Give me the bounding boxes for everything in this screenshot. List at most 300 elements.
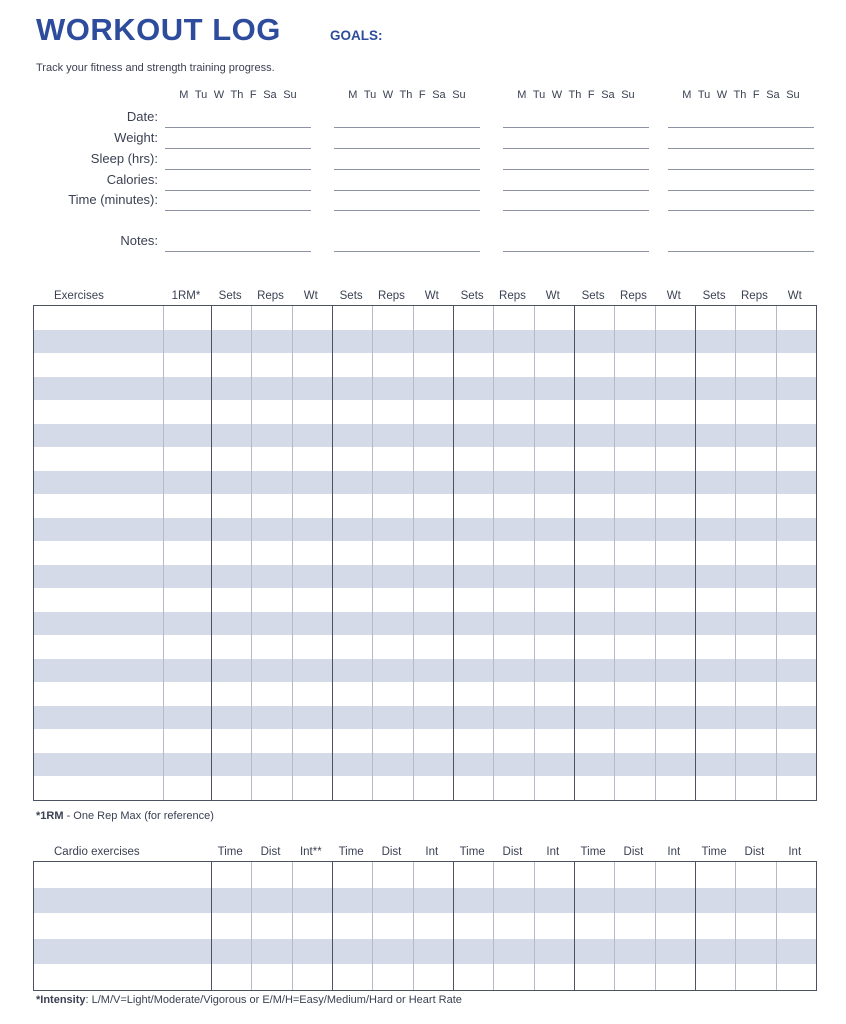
strength-cell[interactable] (735, 353, 775, 377)
strength-cell[interactable] (453, 682, 493, 706)
strength-cell[interactable] (776, 753, 816, 777)
strength-cell[interactable] (251, 541, 291, 565)
cardio-cell[interactable] (332, 888, 372, 914)
strength-cell[interactable] (735, 706, 775, 730)
strength-cell[interactable] (163, 729, 211, 753)
strength-cell[interactable] (493, 400, 533, 424)
week-2-notes-line[interactable] (334, 251, 480, 252)
week-1-field-line-3[interactable] (165, 169, 311, 170)
cardio-cell[interactable] (453, 964, 493, 990)
strength-cell[interactable] (655, 518, 695, 542)
strength-cell[interactable] (574, 753, 614, 777)
strength-cell[interactable] (251, 494, 291, 518)
cardio-cell[interactable] (574, 862, 614, 888)
cardio-cell[interactable] (372, 913, 412, 939)
strength-cell[interactable] (34, 330, 163, 354)
strength-cell[interactable] (574, 494, 614, 518)
strength-cell[interactable] (776, 635, 816, 659)
strength-cell[interactable] (211, 753, 251, 777)
strength-cell[interactable] (493, 424, 533, 448)
strength-cell[interactable] (372, 612, 412, 636)
strength-cell[interactable] (735, 471, 775, 495)
strength-cell[interactable] (292, 753, 332, 777)
strength-cell[interactable] (413, 377, 453, 401)
cardio-cell[interactable] (534, 964, 574, 990)
cardio-cell[interactable] (614, 913, 654, 939)
strength-cell[interactable] (574, 682, 614, 706)
strength-cell[interactable] (163, 776, 211, 800)
strength-cell[interactable] (251, 753, 291, 777)
strength-cell[interactable] (251, 706, 291, 730)
strength-cell[interactable] (292, 471, 332, 495)
strength-cell[interactable] (332, 541, 372, 565)
strength-cell[interactable] (493, 447, 533, 471)
cardio-cell[interactable] (655, 862, 695, 888)
strength-cell[interactable] (211, 471, 251, 495)
strength-cell[interactable] (372, 565, 412, 589)
strength-cell[interactable] (776, 494, 816, 518)
strength-cell[interactable] (34, 635, 163, 659)
cardio-cell[interactable] (292, 964, 332, 990)
cardio-cell[interactable] (614, 862, 654, 888)
strength-cell[interactable] (776, 447, 816, 471)
strength-cell[interactable] (163, 471, 211, 495)
strength-cell[interactable] (163, 706, 211, 730)
week-2-field-line-1[interactable] (334, 127, 480, 128)
strength-cell[interactable] (695, 612, 735, 636)
strength-cell[interactable] (614, 353, 654, 377)
cardio-cell[interactable] (534, 939, 574, 965)
strength-cell[interactable] (614, 400, 654, 424)
strength-cell[interactable] (453, 518, 493, 542)
strength-cell[interactable] (655, 612, 695, 636)
strength-cell[interactable] (292, 612, 332, 636)
strength-cell[interactable] (614, 565, 654, 589)
cardio-cell[interactable] (211, 862, 251, 888)
strength-cell[interactable] (292, 659, 332, 683)
week-3-notes-line[interactable] (503, 251, 649, 252)
strength-cell[interactable] (574, 565, 614, 589)
strength-cell[interactable] (453, 400, 493, 424)
cardio-cell[interactable] (614, 888, 654, 914)
cardio-cell[interactable] (292, 913, 332, 939)
strength-cell[interactable] (372, 447, 412, 471)
strength-cell[interactable] (735, 588, 775, 612)
cardio-cell[interactable] (292, 862, 332, 888)
strength-cell[interactable] (372, 518, 412, 542)
cardio-cell[interactable] (655, 888, 695, 914)
strength-cell[interactable] (453, 706, 493, 730)
strength-cell[interactable] (413, 753, 453, 777)
cardio-cell[interactable] (776, 913, 816, 939)
strength-cell[interactable] (695, 518, 735, 542)
strength-cell[interactable] (493, 706, 533, 730)
strength-cell[interactable] (372, 424, 412, 448)
strength-cell[interactable] (163, 518, 211, 542)
strength-cell[interactable] (735, 729, 775, 753)
strength-cell[interactable] (776, 565, 816, 589)
cardio-cell[interactable] (251, 939, 291, 965)
strength-cell[interactable] (292, 588, 332, 612)
strength-cell[interactable] (413, 612, 453, 636)
strength-cell[interactable] (534, 753, 574, 777)
strength-cell[interactable] (453, 306, 493, 330)
strength-cell[interactable] (614, 306, 654, 330)
strength-cell[interactable] (453, 729, 493, 753)
strength-cell[interactable] (655, 776, 695, 800)
week-3-field-line-5[interactable] (503, 210, 649, 211)
strength-cell[interactable] (655, 447, 695, 471)
strength-cell[interactable] (332, 330, 372, 354)
strength-cell[interactable] (493, 729, 533, 753)
strength-cell[interactable] (332, 424, 372, 448)
cardio-cell[interactable] (34, 939, 211, 965)
strength-cell[interactable] (251, 471, 291, 495)
week-4-field-line-4[interactable] (668, 190, 814, 191)
week-4-field-line-5[interactable] (668, 210, 814, 211)
cardio-cell[interactable] (332, 939, 372, 965)
strength-cell[interactable] (372, 588, 412, 612)
strength-cell[interactable] (776, 729, 816, 753)
cardio-cell[interactable] (493, 862, 533, 888)
strength-cell[interactable] (695, 682, 735, 706)
strength-cell[interactable] (292, 729, 332, 753)
strength-cell[interactable] (534, 659, 574, 683)
strength-cell[interactable] (735, 518, 775, 542)
strength-cell[interactable] (493, 635, 533, 659)
strength-cell[interactable] (776, 471, 816, 495)
cardio-cell[interactable] (332, 913, 372, 939)
strength-cell[interactable] (534, 377, 574, 401)
cardio-cell[interactable] (34, 888, 211, 914)
strength-cell[interactable] (735, 377, 775, 401)
strength-cell[interactable] (251, 518, 291, 542)
strength-cell[interactable] (372, 353, 412, 377)
strength-cell[interactable] (776, 541, 816, 565)
strength-cell[interactable] (34, 706, 163, 730)
strength-cell[interactable] (211, 682, 251, 706)
strength-cell[interactable] (735, 565, 775, 589)
strength-cell[interactable] (574, 706, 614, 730)
strength-cell[interactable] (534, 306, 574, 330)
strength-cell[interactable] (614, 729, 654, 753)
strength-cell[interactable] (34, 753, 163, 777)
strength-cell[interactable] (34, 588, 163, 612)
strength-cell[interactable] (453, 447, 493, 471)
strength-cell[interactable] (534, 494, 574, 518)
strength-cell[interactable] (695, 565, 735, 589)
cardio-cell[interactable] (493, 964, 533, 990)
strength-cell[interactable] (695, 306, 735, 330)
strength-cell[interactable] (413, 635, 453, 659)
strength-cell[interactable] (614, 330, 654, 354)
strength-cell[interactable] (211, 400, 251, 424)
week-3-field-line-3[interactable] (503, 169, 649, 170)
strength-cell[interactable] (413, 471, 453, 495)
strength-cell[interactable] (776, 518, 816, 542)
strength-cell[interactable] (163, 377, 211, 401)
week-1-field-line-1[interactable] (165, 127, 311, 128)
strength-cell[interactable] (655, 494, 695, 518)
cardio-cell[interactable] (695, 888, 735, 914)
strength-cell[interactable] (574, 612, 614, 636)
strength-cell[interactable] (614, 424, 654, 448)
week-3-field-line-1[interactable] (503, 127, 649, 128)
strength-cell[interactable] (251, 682, 291, 706)
cardio-cell[interactable] (735, 913, 775, 939)
strength-cell[interactable] (292, 682, 332, 706)
cardio-cell[interactable] (413, 888, 453, 914)
strength-cell[interactable] (211, 447, 251, 471)
strength-cell[interactable] (413, 682, 453, 706)
cardio-cell[interactable] (34, 964, 211, 990)
strength-cell[interactable] (372, 541, 412, 565)
strength-cell[interactable] (534, 612, 574, 636)
strength-cell[interactable] (614, 447, 654, 471)
strength-cell[interactable] (574, 588, 614, 612)
strength-cell[interactable] (574, 424, 614, 448)
week-2-field-line-2[interactable] (334, 148, 480, 149)
cardio-cell[interactable] (574, 913, 614, 939)
strength-cell[interactable] (493, 353, 533, 377)
strength-cell[interactable] (534, 447, 574, 471)
strength-cell[interactable] (332, 659, 372, 683)
strength-cell[interactable] (163, 400, 211, 424)
strength-cell[interactable] (695, 776, 735, 800)
strength-cell[interactable] (163, 682, 211, 706)
strength-cell[interactable] (735, 424, 775, 448)
strength-cell[interactable] (413, 729, 453, 753)
strength-cell[interactable] (493, 518, 533, 542)
cardio-cell[interactable] (655, 964, 695, 990)
strength-cell[interactable] (163, 447, 211, 471)
strength-cell[interactable] (655, 682, 695, 706)
strength-cell[interactable] (34, 659, 163, 683)
strength-cell[interactable] (332, 471, 372, 495)
strength-cell[interactable] (695, 471, 735, 495)
strength-cell[interactable] (413, 706, 453, 730)
strength-cell[interactable] (372, 706, 412, 730)
strength-cell[interactable] (332, 400, 372, 424)
strength-cell[interactable] (332, 776, 372, 800)
strength-cell[interactable] (251, 330, 291, 354)
strength-cell[interactable] (413, 518, 453, 542)
strength-cell[interactable] (453, 353, 493, 377)
cardio-cell[interactable] (695, 913, 735, 939)
strength-cell[interactable] (776, 588, 816, 612)
strength-cell[interactable] (372, 635, 412, 659)
strength-cell[interactable] (534, 776, 574, 800)
strength-cell[interactable] (163, 353, 211, 377)
strength-cell[interactable] (292, 306, 332, 330)
strength-cell[interactable] (372, 776, 412, 800)
strength-cell[interactable] (614, 541, 654, 565)
strength-cell[interactable] (332, 377, 372, 401)
strength-cell[interactable] (534, 400, 574, 424)
strength-cell[interactable] (332, 494, 372, 518)
strength-cell[interactable] (574, 353, 614, 377)
strength-cell[interactable] (292, 494, 332, 518)
strength-cell[interactable] (493, 306, 533, 330)
cardio-cell[interactable] (776, 939, 816, 965)
strength-cell[interactable] (292, 377, 332, 401)
cardio-cell[interactable] (695, 939, 735, 965)
strength-cell[interactable] (735, 612, 775, 636)
strength-cell[interactable] (776, 306, 816, 330)
strength-cell[interactable] (211, 518, 251, 542)
cardio-cell[interactable] (251, 888, 291, 914)
strength-cell[interactable] (453, 588, 493, 612)
cardio-cell[interactable] (735, 939, 775, 965)
cardio-cell[interactable] (695, 964, 735, 990)
week-4-field-line-3[interactable] (668, 169, 814, 170)
strength-cell[interactable] (614, 377, 654, 401)
strength-cell[interactable] (292, 518, 332, 542)
strength-cell[interactable] (695, 377, 735, 401)
strength-cell[interactable] (211, 776, 251, 800)
strength-cell[interactable] (251, 377, 291, 401)
strength-cell[interactable] (332, 565, 372, 589)
strength-cell[interactable] (776, 330, 816, 354)
strength-cell[interactable] (735, 447, 775, 471)
strength-cell[interactable] (413, 306, 453, 330)
strength-cell[interactable] (614, 682, 654, 706)
strength-cell[interactable] (453, 471, 493, 495)
strength-cell[interactable] (413, 776, 453, 800)
strength-cell[interactable] (574, 541, 614, 565)
cardio-cell[interactable] (211, 939, 251, 965)
strength-cell[interactable] (493, 471, 533, 495)
strength-cell[interactable] (534, 635, 574, 659)
strength-cell[interactable] (776, 659, 816, 683)
strength-cell[interactable] (614, 659, 654, 683)
strength-cell[interactable] (655, 541, 695, 565)
cardio-cell[interactable] (332, 862, 372, 888)
strength-cell[interactable] (251, 635, 291, 659)
cardio-cell[interactable] (735, 862, 775, 888)
strength-cell[interactable] (534, 330, 574, 354)
strength-cell[interactable] (453, 541, 493, 565)
week-1-field-line-2[interactable] (165, 148, 311, 149)
strength-cell[interactable] (34, 612, 163, 636)
strength-cell[interactable] (413, 565, 453, 589)
strength-cell[interactable] (493, 753, 533, 777)
cardio-cell[interactable] (534, 913, 574, 939)
strength-cell[interactable] (614, 494, 654, 518)
cardio-cell[interactable] (655, 939, 695, 965)
strength-cell[interactable] (453, 776, 493, 800)
strength-cell[interactable] (211, 377, 251, 401)
strength-cell[interactable] (655, 400, 695, 424)
cardio-cell[interactable] (372, 964, 412, 990)
strength-cell[interactable] (695, 753, 735, 777)
strength-cell[interactable] (413, 353, 453, 377)
strength-cell[interactable] (655, 353, 695, 377)
strength-cell[interactable] (34, 776, 163, 800)
cardio-cell[interactable] (413, 964, 453, 990)
strength-cell[interactable] (292, 565, 332, 589)
strength-cell[interactable] (34, 729, 163, 753)
strength-cell[interactable] (493, 330, 533, 354)
strength-cell[interactable] (211, 612, 251, 636)
strength-cell[interactable] (534, 565, 574, 589)
strength-cell[interactable] (251, 306, 291, 330)
strength-cell[interactable] (372, 729, 412, 753)
cardio-cell[interactable] (614, 939, 654, 965)
strength-cell[interactable] (211, 659, 251, 683)
cardio-cell[interactable] (574, 964, 614, 990)
cardio-cell[interactable] (695, 862, 735, 888)
strength-cell[interactable] (695, 729, 735, 753)
strength-cell[interactable] (34, 400, 163, 424)
strength-cell[interactable] (574, 659, 614, 683)
strength-cell[interactable] (776, 377, 816, 401)
strength-cell[interactable] (655, 706, 695, 730)
strength-cell[interactable] (163, 612, 211, 636)
strength-cell[interactable] (735, 635, 775, 659)
strength-cell[interactable] (372, 330, 412, 354)
strength-cell[interactable] (614, 776, 654, 800)
strength-cell[interactable] (695, 400, 735, 424)
cardio-cell[interactable] (251, 862, 291, 888)
strength-cell[interactable] (251, 588, 291, 612)
strength-cell[interactable] (453, 753, 493, 777)
strength-cell[interactable] (614, 706, 654, 730)
strength-cell[interactable] (332, 612, 372, 636)
strength-cell[interactable] (614, 518, 654, 542)
strength-cell[interactable] (453, 565, 493, 589)
strength-cell[interactable] (332, 753, 372, 777)
strength-cell[interactable] (413, 541, 453, 565)
strength-cell[interactable] (251, 565, 291, 589)
cardio-cell[interactable] (251, 964, 291, 990)
cardio-cell[interactable] (655, 913, 695, 939)
strength-cell[interactable] (695, 588, 735, 612)
strength-cell[interactable] (655, 471, 695, 495)
strength-cell[interactable] (34, 306, 163, 330)
strength-cell[interactable] (332, 518, 372, 542)
cardio-cell[interactable] (574, 939, 614, 965)
strength-cell[interactable] (163, 565, 211, 589)
strength-cell[interactable] (332, 306, 372, 330)
strength-cell[interactable] (735, 753, 775, 777)
strength-cell[interactable] (534, 706, 574, 730)
strength-cell[interactable] (211, 588, 251, 612)
strength-cell[interactable] (163, 635, 211, 659)
cardio-cell[interactable] (211, 964, 251, 990)
cardio-cell[interactable] (776, 862, 816, 888)
cardio-cell[interactable] (332, 964, 372, 990)
strength-cell[interactable] (163, 424, 211, 448)
strength-cell[interactable] (655, 377, 695, 401)
strength-cell[interactable] (655, 306, 695, 330)
strength-cell[interactable] (211, 706, 251, 730)
strength-cell[interactable] (292, 424, 332, 448)
strength-cell[interactable] (453, 659, 493, 683)
cardio-cell[interactable] (292, 939, 332, 965)
strength-cell[interactable] (534, 471, 574, 495)
strength-cell[interactable] (34, 447, 163, 471)
strength-cell[interactable] (695, 635, 735, 659)
strength-cell[interactable] (534, 353, 574, 377)
cardio-cell[interactable] (735, 888, 775, 914)
strength-cell[interactable] (292, 400, 332, 424)
strength-cell[interactable] (735, 330, 775, 354)
strength-cell[interactable] (614, 753, 654, 777)
strength-cell[interactable] (251, 776, 291, 800)
strength-cell[interactable] (413, 330, 453, 354)
strength-cell[interactable] (735, 682, 775, 706)
